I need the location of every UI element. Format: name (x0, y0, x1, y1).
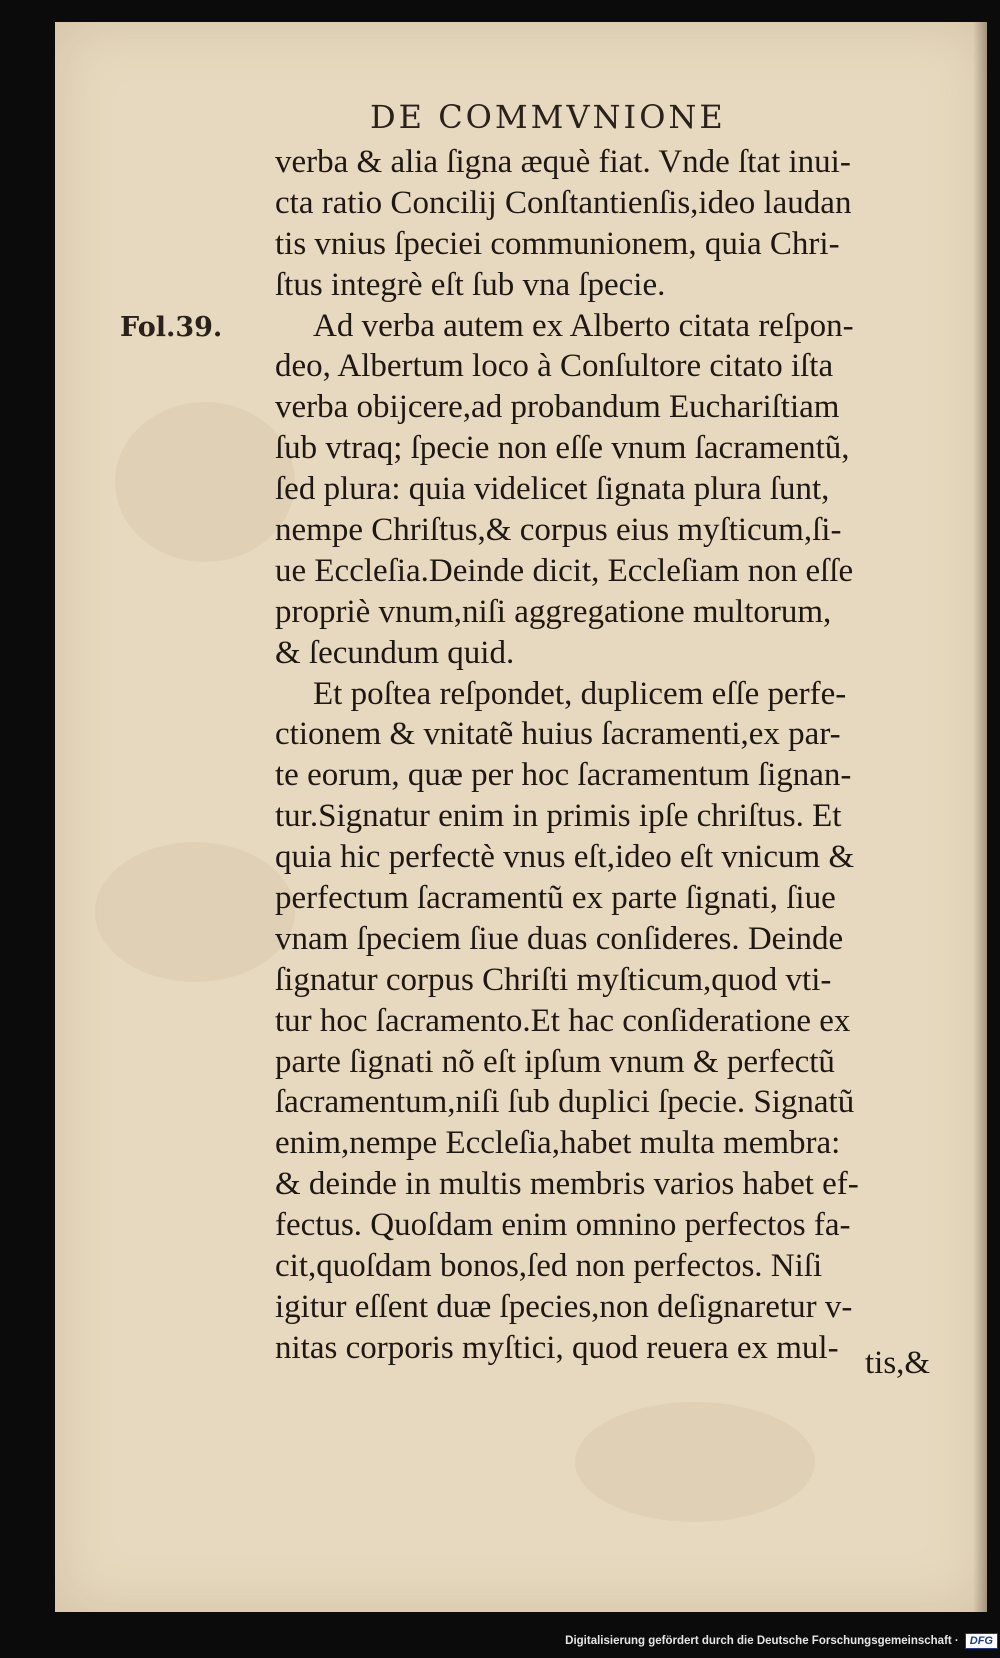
running-head: DE COMMVNIONE (370, 98, 726, 136)
text-line: fectus. Quoſdam enim omnino perfectos fa- (275, 1207, 851, 1244)
text-line: tur hoc ſacramento.Et hac conſideratione ex (275, 1002, 851, 1039)
paper-stain (95, 842, 295, 982)
text-line: & deinde in multis membris varios habet ef- (275, 1166, 859, 1203)
text-line: deo, Albertum loco à Conſultore citato iſta (275, 348, 834, 385)
text-line: & ſecundum quid. (275, 634, 515, 671)
text-line: te eorum, quæ per hoc ſacramentum ſignan- (275, 757, 852, 794)
body-text (275, 142, 965, 1369)
text-line: igitur eſſent duæ ſpecies,non deſignaretur v- (275, 1288, 853, 1325)
text-line: ſed plura: quia videlicet ſignata plura ſunt, (275, 471, 830, 508)
paper-stain (575, 1402, 815, 1522)
text-line: perfectum ſacramentũ ex parte ſignati, ſiue (275, 880, 836, 917)
text-line: ſignatur corpus Chriſti myſticum,quod vti- (275, 961, 832, 998)
text-line: cta ratio Concilij Conſtantienſis,ideo laudan (275, 184, 852, 221)
text-line: enim,nempe Eccleſia,habet multa membra: (275, 1125, 841, 1162)
text-line: verba & alia ſigna æquè fiat. Vnde ſtat inui- (275, 144, 851, 180)
text-line: parte ſignati nõ eſt ipſum vnum & perfectũ (275, 1043, 835, 1080)
margin-note: Fol.39. (120, 312, 223, 343)
text-line: ſtus integrè eſt ſub vna ſpecie. (275, 266, 666, 303)
digitization-footer (565, 1626, 998, 1656)
footer-credit-text: Digitalisierung gefördert durch die Deutsche Forschungsgemeinschaft · (565, 1635, 959, 1647)
text-line: tis vnius ſpeciei communionem, quia Chri- (275, 225, 840, 262)
paper-stain (115, 402, 295, 562)
text-line: nitas corporis myſtici, quod reuera ex mul- (275, 1329, 839, 1366)
text-line: verba obijcere,ad probandum Euchariſtiam (275, 389, 840, 426)
text-line: tur.Signatur enim in primis ipſe chriſtus. Et (275, 798, 842, 835)
text-line: Et poſtea reſpondet, duplicem eſſe perfe- (313, 675, 847, 712)
text-line: quia hic perfectè vnus eſt,ideo eſt vnicum & (275, 839, 855, 876)
dfg-logo-icon: DFG (965, 1633, 998, 1649)
text-line: Ad verba autem ex Alberto citata reſpon- (313, 307, 854, 344)
text-line: cit,quoſdam bonos,ſed non perfectos. Niſi (275, 1248, 823, 1285)
text-line: ſacramentum,niſi ſub duplici ſpecie. Signatũ (275, 1084, 855, 1121)
page-edge-shadow (973, 22, 987, 1612)
text-line: nempe Chriſtus,& corpus eius myſticum,ſi- (275, 512, 842, 549)
catchword: tis,& (865, 1345, 931, 1381)
text-line: ue Eccleſia.Deinde dicit, Eccleſiam non eſſe (275, 552, 854, 589)
text-line: vnam ſpeciem ſiue duas conſideres. Deinde (275, 920, 844, 957)
text-line: ctionem & vnitatẽ huius ſacramenti,ex par- (275, 716, 841, 753)
text-line: propriè vnum,niſi aggregatione multorum, (275, 593, 832, 630)
text-line: ſub vtraq; ſpecie non eſſe vnum ſacramentũ, (275, 430, 850, 467)
